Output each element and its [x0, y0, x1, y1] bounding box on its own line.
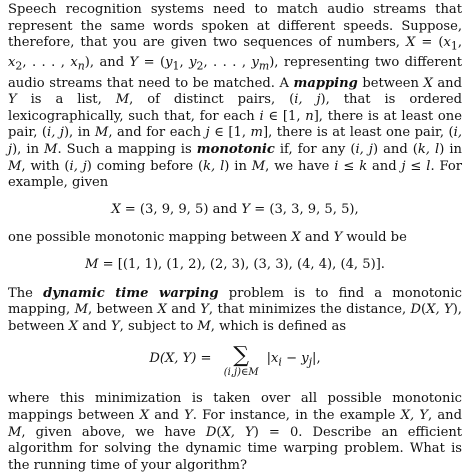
- text-run: . Such a mapping is: [57, 141, 197, 157]
- math-var: y: [189, 55, 197, 71]
- equation-example-sequences: [8, 202, 462, 219]
- text-run: =: [196, 351, 216, 367]
- math-var: i, j: [69, 158, 87, 174]
- math-subscript: m: [258, 60, 270, 73]
- math-var: x: [271, 351, 279, 367]
- text-run: one possible monotonic mapping between: [8, 230, 292, 246]
- summation-subscript: (i,j)∈M: [223, 367, 259, 379]
- text-run: and: [300, 230, 334, 246]
- math-subscript: 2: [15, 60, 23, 73]
- sigma-symbol: ∑: [233, 343, 249, 369]
- text-run: , subject to: [119, 318, 198, 334]
- text-run: ], there is at least one pair, (: [8, 108, 462, 141]
- math-var: y: [301, 351, 309, 367]
- text-run: ), in: [12, 141, 45, 157]
- text-run: = (3, 9, 9, 5): [120, 201, 209, 217]
- text-run: ≤: [338, 158, 360, 174]
- math-var: M: [197, 318, 211, 334]
- text-run: ) coming before (: [86, 158, 204, 174]
- math-var: i: [259, 108, 264, 124]
- text-run: ∈ [1,: [209, 125, 251, 141]
- math-var: m: [250, 125, 263, 141]
- term-mapping: mapping: [293, 75, 358, 91]
- math-subscript: n: [77, 60, 85, 73]
- math-var: M: [8, 158, 22, 174]
- math-var: k, l: [203, 158, 225, 174]
- text-run: ), in: [63, 125, 95, 141]
- math-var: j: [401, 158, 406, 174]
- paragraph-question: [8, 391, 462, 474]
- math-var: y: [165, 55, 173, 71]
- text-run: and: [166, 302, 201, 318]
- math-var: k: [359, 158, 368, 174]
- math-var: X: [68, 318, 79, 334]
- math-var: y: [251, 55, 259, 71]
- text-run: |: [266, 351, 272, 367]
- math-var: X: [423, 75, 433, 91]
- math-var: X, Y: [221, 424, 254, 440]
- math-var: M: [74, 302, 88, 318]
- math-var: x: [443, 35, 451, 51]
- math-var: Y: [241, 201, 251, 217]
- math-var: Y: [110, 318, 120, 334]
- equation-rhs: [267, 345, 321, 371]
- text-run: = (3, 3, 9, 5, 5),: [250, 201, 359, 217]
- text-run: = (: [138, 55, 166, 71]
- math-var: D: [205, 424, 217, 440]
- math-var: M: [94, 125, 109, 141]
- text-run: = (: [415, 35, 444, 51]
- text-run: where this minimization is taken over all possible monotonic mappings between: [8, 391, 462, 423]
- text-run: ) in: [439, 141, 462, 157]
- math-subscript: 2: [196, 60, 204, 73]
- math-var: i: [334, 158, 339, 174]
- text-run: (: [421, 302, 427, 318]
- math-var: Y: [200, 302, 209, 318]
- text-run: . For instance, in the example: [192, 407, 401, 423]
- text-run: The: [8, 285, 44, 301]
- text-run: ], there is at least one pair, (: [262, 125, 454, 141]
- text-run: ) and (: [372, 141, 418, 157]
- math-var: M: [251, 158, 266, 174]
- math-var: M: [85, 256, 99, 272]
- math-var: (X, Y): [159, 351, 197, 367]
- math-var: x: [70, 55, 78, 71]
- math-var: x: [8, 55, 16, 71]
- math-var: D: [149, 351, 160, 367]
- text-run: and: [432, 75, 462, 91]
- text-run: Speech recognition systems need to match audio streams that represent the same words spoken at different speeds. Suppose, therefore, that you are given two sequences of numbers,: [8, 2, 462, 51]
- text-run: , between: [87, 302, 158, 318]
- math-var: i, j: [8, 125, 463, 157]
- paragraph-example-intro: [8, 230, 462, 247]
- text-run: , and for each: [108, 125, 206, 141]
- text-run: . For example, given: [8, 158, 462, 191]
- math-var: X, Y: [400, 407, 428, 423]
- math-subscript: j: [308, 355, 313, 369]
- text-run: is a list,: [16, 92, 116, 108]
- text-run: ,: [457, 35, 463, 51]
- text-run: ) in: [224, 158, 252, 174]
- math-var: X: [291, 230, 301, 246]
- text-run: ,: [316, 351, 321, 367]
- math-var: X: [139, 407, 150, 423]
- text-run: ), representing two different audio streams that need to be matched. A: [8, 55, 463, 91]
- text-run: (: [216, 424, 222, 440]
- text-run: −: [281, 351, 302, 367]
- math-var: X, Y: [426, 302, 453, 318]
- math-var: Y: [8, 92, 17, 108]
- text-run: ), between: [8, 302, 462, 334]
- math-var: D: [410, 302, 422, 318]
- equation-distance: [8, 345, 462, 379]
- text-run: , . . . ,: [203, 55, 252, 71]
- text-run: , with (: [21, 158, 70, 174]
- math-subscript: 1: [172, 60, 180, 73]
- text-run: , which is defined as: [210, 318, 347, 334]
- text-run: ,: [179, 55, 190, 71]
- text-run: , we have: [265, 158, 335, 174]
- math-var: M: [44, 141, 58, 157]
- text-run: and: [208, 201, 242, 217]
- math-var: i, j: [47, 125, 64, 141]
- text-run: |: [312, 351, 317, 367]
- equation-example-mapping: [8, 257, 462, 274]
- math-var: M: [8, 424, 22, 440]
- text-run: , and: [427, 407, 462, 423]
- text-run: ), and: [84, 55, 130, 71]
- math-subscript: 1: [450, 39, 458, 53]
- text-run: , of distinct pairs, (: [129, 92, 295, 108]
- text-run: ) = 0. Describe an efficient algorithm for solving the dynamic time warping problem. What is the running time of your algorithm?: [8, 424, 463, 473]
- text-run: , . . . ,: [22, 55, 71, 71]
- text-run: and: [367, 158, 402, 174]
- math-var: X: [157, 302, 167, 318]
- text-run: = [(1, 1), (1, 2), (2, 3), (3, 3), (4, 4), (4, 5)].: [98, 256, 385, 272]
- text-run: ), that is ordered lexicographically, such that, for each: [8, 92, 462, 124]
- text-run: would be: [342, 230, 407, 246]
- math-var: Y: [184, 407, 193, 423]
- text-run: and: [149, 407, 185, 423]
- math-var: k, l: [417, 141, 440, 157]
- math-var: Y: [333, 230, 343, 246]
- text-run: , that minimizes the distance,: [208, 302, 411, 318]
- term-monotonic: monotonic: [196, 141, 275, 157]
- math-subscript: i: [278, 355, 282, 369]
- summation: [224, 345, 259, 379]
- math-var: j: [205, 125, 210, 141]
- math-var: X: [406, 35, 416, 51]
- text-run: ∈ [1,: [263, 108, 306, 124]
- math-var: i, j: [355, 141, 373, 157]
- text-run: problem is to find a monotonic mapping,: [8, 285, 463, 318]
- paragraph-definitions: [8, 2, 462, 192]
- term-dynamic-time-warping: dynamic time warping: [43, 285, 219, 301]
- math-var: n: [305, 108, 314, 124]
- text-run: ≤: [405, 158, 427, 174]
- text-run: between: [357, 75, 424, 91]
- paragraph-problem-definition: [8, 286, 462, 336]
- math-var: i, j: [294, 92, 321, 108]
- equation-lhs: [149, 345, 215, 368]
- text-run: , given above, we have: [21, 424, 206, 440]
- text-run: if, for any (: [274, 141, 356, 157]
- math-var: X: [111, 201, 121, 217]
- math-var: Y: [129, 55, 139, 71]
- math-var: l: [426, 158, 431, 174]
- text-run: and: [78, 318, 111, 334]
- math-var: M: [115, 92, 130, 108]
